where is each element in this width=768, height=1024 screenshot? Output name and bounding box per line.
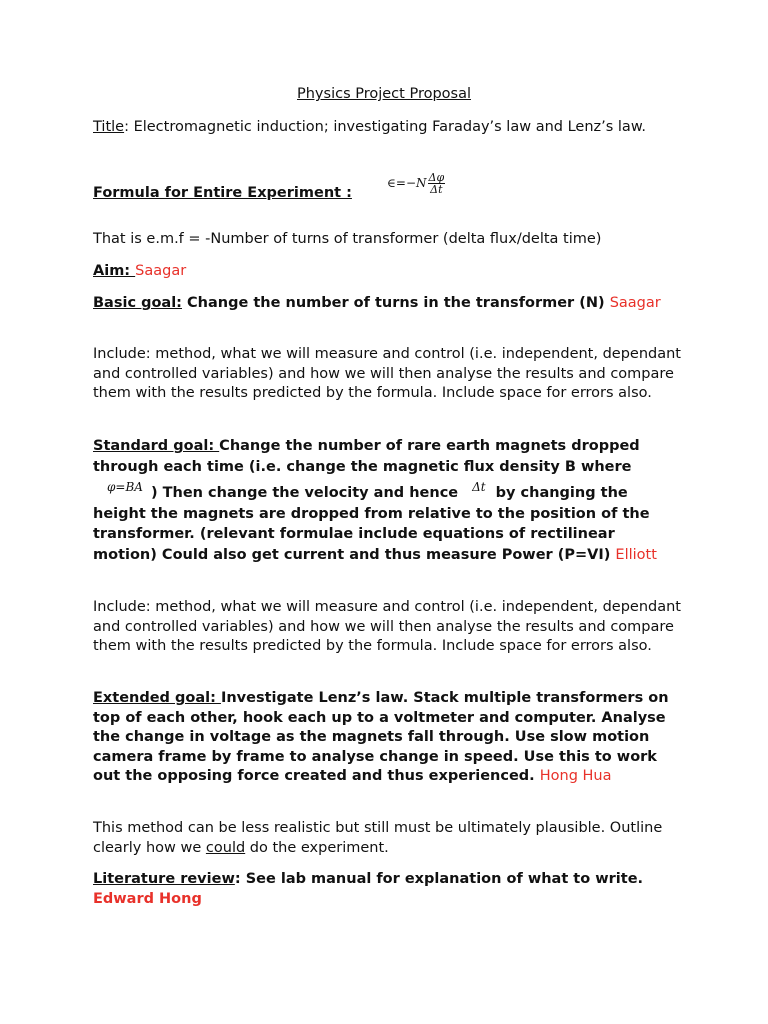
- formula-fraction: [428, 172, 446, 195]
- formula-denominator: Δt: [430, 183, 443, 196]
- extended-goal-person: Hong Hua: [539, 768, 612, 785]
- title-paragraph: [93, 118, 683, 138]
- basic-goal-label: Basic goal:: [93, 295, 182, 311]
- standard-goal-label: Standard goal:: [93, 438, 220, 454]
- aim-person: Saagar: [135, 263, 187, 279]
- that-is-paragraph: That is e.m.f = -Number of turns of transformer (delta flux/delta time): [93, 231, 602, 247]
- aim-label: Aim:: [93, 263, 136, 279]
- literature-label: Literature review: [93, 871, 235, 887]
- literature-text: : See lab manual for explanation of what to write.: [234, 871, 644, 887]
- standard-goal-text-b: ) Then change the velocity and hence: [150, 485, 459, 501]
- include-paragraph-2: Include: method, what we will measure and control (i.e. independent, dependant and controlled variables) and how we will then analyse the results and compare them with the results predicted by the formula. Include space for errors also.: [93, 599, 681, 655]
- title-label: Title: [93, 119, 125, 135]
- basic-goal-paragraph: [93, 294, 683, 314]
- method-note-text-b: do the experiment.: [245, 839, 389, 856]
- literature-person: Edward Hong: [93, 890, 202, 907]
- basic-goal-text: Change the number of turns in the transformer (N): [181, 295, 610, 311]
- method-note-paragraph: [93, 819, 683, 858]
- formula-label: Formula for Entire Experiment :: [93, 185, 352, 201]
- literature-paragraph: [93, 870, 683, 909]
- standard-goal-person: Elliott: [615, 546, 657, 563]
- formula-numerator: Δφ: [428, 171, 445, 184]
- delta-t-symbol: Δt: [472, 480, 486, 494]
- emf-formula: [387, 172, 445, 195]
- title-text: : Electromagnetic induction; investigating Faraday’s law and Lenz’s law.: [124, 119, 646, 135]
- standard-goal-text-a: Change the number of rare earth magnets dropped through each time (i.e. change the magnetic flux density B where: [93, 438, 640, 475]
- document-title: Physics Project Proposal: [297, 86, 471, 102]
- extended-goal-paragraph: [93, 689, 683, 787]
- method-note-text-a: This method can be less realistic but still must be ultimately plausible. Outline clearly how we: [93, 820, 663, 856]
- extended-goal-text: Investigate Lenz’s law. Stack multiple transformers on top of each other, hook each up to a voltmeter and computer. Analyse the change in voltage as the magnets fall through. Use slow motion camera frame by frame to analyse change in speed. Use this to work out the opposing force created and thus experienced.: [93, 690, 669, 785]
- flux-formula: φ=BA: [107, 480, 143, 494]
- standard-goal-paragraph: [93, 436, 683, 565]
- basic-goal-person: Saagar: [609, 295, 661, 311]
- aim-paragraph: [93, 262, 683, 282]
- include-paragraph-1: Include: method, what we will measure and control (i.e. independent, dependant and controlled variables) and how we will then analyse the results and compare them with the results predicted by the formula. Include space for errors also.: [93, 346, 681, 402]
- formula-lhs: ∈=−N: [387, 176, 427, 190]
- standard-goal-text-c: by changing the height the magnets are dropped from relative to the position of the transformer. (relevant formulae include equations of rectilinear motion) Could also get current and thus measure Power (P=VI): [93, 485, 650, 563]
- method-note-underlined: could: [205, 839, 246, 856]
- extended-goal-label: Extended goal:: [93, 690, 221, 706]
